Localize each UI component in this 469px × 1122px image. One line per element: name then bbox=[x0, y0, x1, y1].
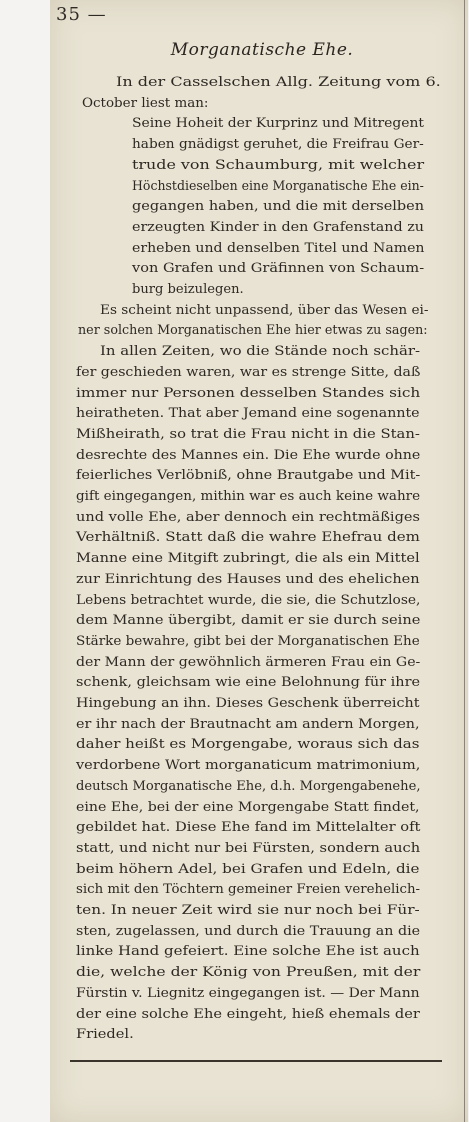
text-line: zur Einrichtung des Hauses und des ehelichen bbox=[76, 570, 420, 586]
text-line: schenk, gleichsam wie eine Belohnung für ihre bbox=[76, 674, 421, 690]
text-line: sich mit den Töchtern gemeiner Freien verehelich- bbox=[76, 881, 421, 897]
text-line: die, welche der König von Preußen, mit der bbox=[76, 964, 421, 980]
text-line: statt, und nicht nur bei Fürsten, sondern auch bbox=[76, 839, 421, 855]
text-line: heiratheten. That aber Jemand eine sogenannte bbox=[76, 405, 420, 421]
page-edge-divider bbox=[464, 0, 465, 1122]
text-line: Friedel. bbox=[76, 1026, 134, 1042]
text-line: dem Manne übergibt, damit er sie durch seine bbox=[76, 612, 421, 628]
text-line: gebildet hat. Diese Ehe fand im Mittelalter oft bbox=[76, 819, 421, 835]
text-line: der eine solche Ehe eingeht, hieß ehemals der bbox=[76, 1005, 420, 1021]
text-line: daher heißt es Morgengabe, woraus sich das bbox=[76, 736, 420, 752]
text-line: Mißheirath, so trat die Frau nicht in die Stan- bbox=[76, 425, 420, 441]
text-line: haben gnädigst geruhet, die Freifrau Ger- bbox=[132, 136, 424, 152]
text-line: er ihr nach der Brautnacht am andern Morgen, bbox=[76, 715, 420, 731]
text-line: ten. In neuer Zeit wird sie nur noch bei Für- bbox=[76, 902, 420, 917]
text-line: deutsch Morganatische Ehe, d.h. Morgengabenehe, bbox=[76, 777, 421, 793]
text-line: Manne eine Mitgift zubringt, die als ein Mittel bbox=[76, 550, 420, 566]
text-line: eine Ehe, bei der eine Morgengabe Statt findet, bbox=[76, 798, 420, 814]
text-line: trude von Schaumburg, mit welcher bbox=[132, 156, 425, 172]
article-title: Morganatische Ehe. bbox=[170, 40, 354, 60]
text-line: von Grafen und Gräfinnen von Schaum- bbox=[132, 260, 425, 276]
text-line: und volle Ehe, aber dennoch ein rechtmäßiges bbox=[76, 508, 420, 524]
text-line: In allen Zeiten, wo die Stände noch schär- bbox=[100, 343, 421, 359]
text-line: Höchstdieselben eine Morganatische Ehe ein- bbox=[132, 177, 424, 193]
end-rule bbox=[70, 1060, 442, 1062]
text-line: October liest man: bbox=[82, 94, 209, 110]
text-line: gift eingegangen, mithin war es auch keine wahre bbox=[76, 488, 421, 503]
text-line: verdorbene Wort morganaticum matrimonium, bbox=[76, 757, 421, 773]
text-line: Lebens betrachtet wurde, die sie, die Schutzlose, bbox=[76, 591, 421, 607]
text-line: erzeugten Kinder in den Grafenstand zu bbox=[132, 218, 424, 234]
text-line: sten, zugelassen, und durch die Trauung an die bbox=[76, 922, 421, 938]
text-line: linke Hand gefeiert. Eine solche Ehe ist auch bbox=[76, 943, 420, 959]
text-line: gegangen haben, und die mit derselben bbox=[132, 198, 425, 214]
text-line: Verhältniß. Statt daß die wahre Ehefrau dem bbox=[76, 529, 420, 545]
text-line: desrechte des Mannes ein. Die Ehe wurde ohne bbox=[76, 446, 421, 462]
text-line: immer nur Personen desselben Standes sich bbox=[76, 384, 421, 400]
text-line: Stärke bewahre, gibt bei der Morganatischen Ehe bbox=[76, 632, 420, 648]
text-line: Hingebung an ihn. Dieses Geschenk überreicht bbox=[76, 695, 420, 710]
text-line: Fürstin v. Liegnitz eingegangen ist. — Der Mann bbox=[76, 984, 420, 1000]
page-number: 35 — bbox=[56, 4, 107, 25]
text-line: burg beizulegen. bbox=[132, 281, 244, 296]
text-line: feierliches Verlöbniß, ohne Brautgabe und Mit- bbox=[76, 467, 421, 483]
text-line: Seine Hoheit der Kurprinz und Mitregent bbox=[132, 115, 424, 131]
text-line: erheben und denselben Titel und Namen bbox=[132, 239, 425, 255]
text-line: beim höhern Adel, bei Grafen und Edeln, die bbox=[76, 860, 420, 876]
text-line: der Mann der gewöhnlich ärmeren Frau ein Ge- bbox=[76, 653, 421, 669]
text-line: In der Casselschen Allg. Zeitung vom 6. bbox=[116, 74, 441, 89]
text-line: Es scheint nicht unpassend, über das Wesen ei- bbox=[100, 301, 429, 317]
text-line: fer geschieden waren, war es strenge Sitte, daß bbox=[76, 363, 421, 379]
text-line: ner solchen Morganatischen Ehe hier etwas zu sagen: bbox=[78, 322, 428, 338]
